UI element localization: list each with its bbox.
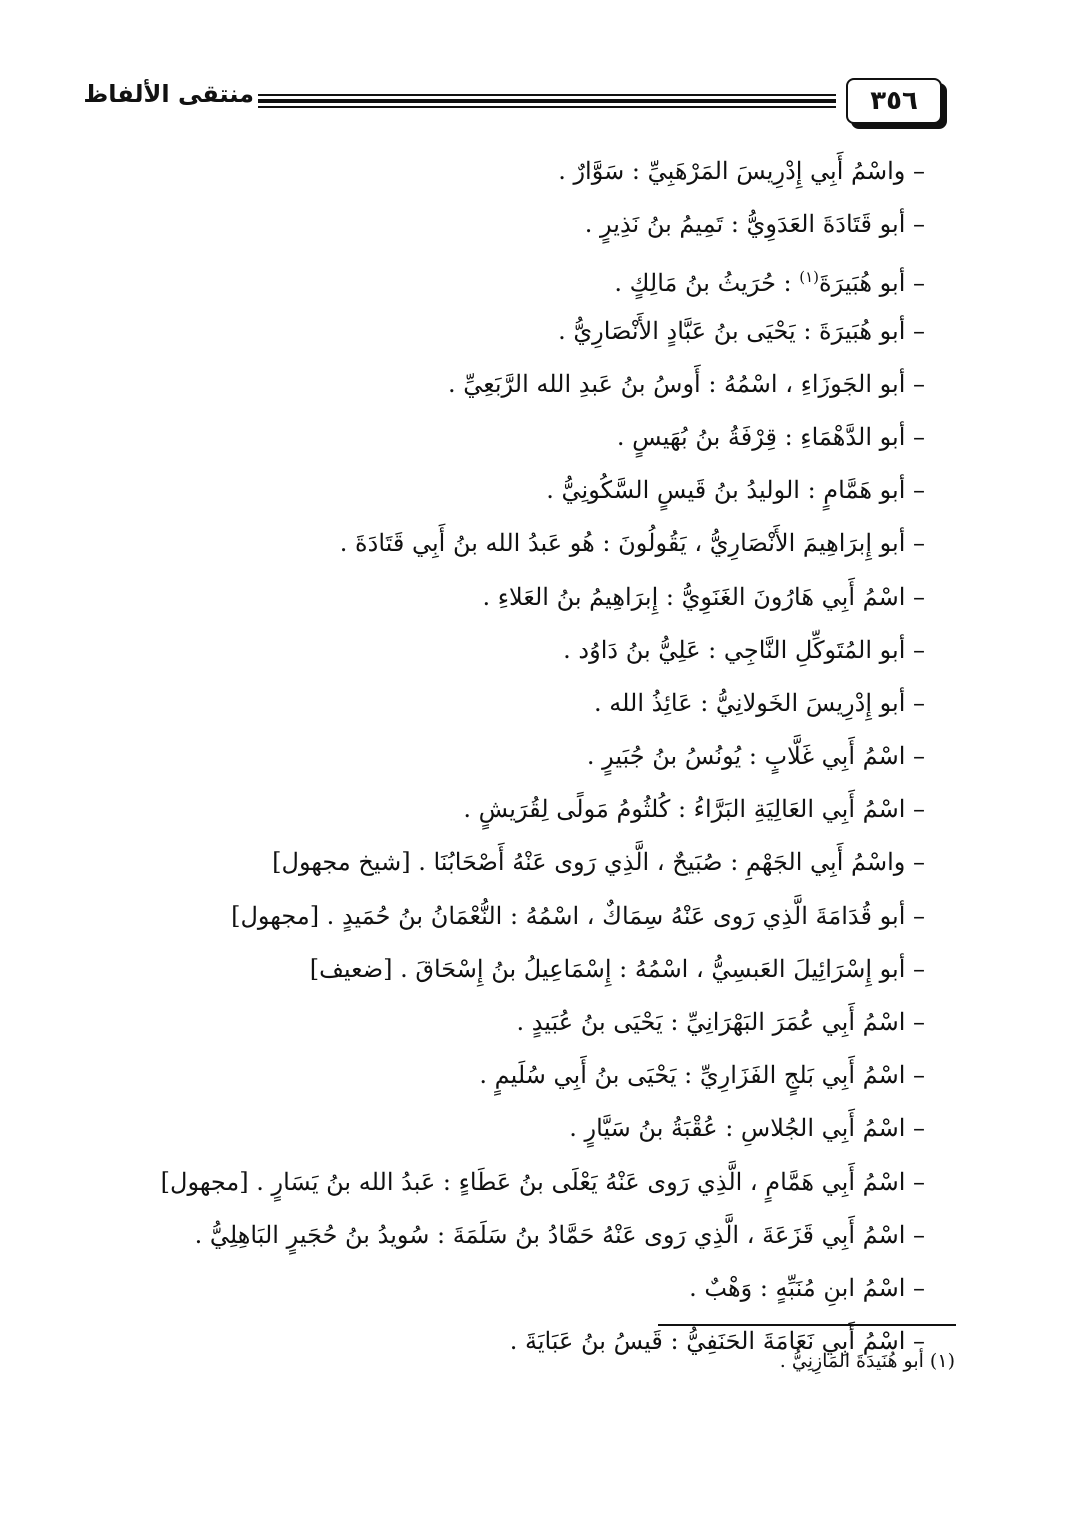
- text-line: – أبو الجَوزَاءِ ، اسْمُهُ : أَوسُ بنُ عَبدِ الله الرَّبَعِيِّ .: [448, 369, 925, 398]
- text-line: – أبو إِدْرِيسَ الخَولانِيُّ : عَائِذُ الله .: [593, 688, 925, 717]
- page-header: [0, 70, 1075, 140]
- text-line: – اسْمُ أَبِي عُمَرَ البَهْرَانِيِّ : يَحْيَى بنُ عُبَيدٍ .: [516, 1008, 925, 1036]
- text-line: – اسْمُ أَبِي بَلجٍ الفَزَارِيِّ : يَحْيَى بنُ أَبِي سُلَيمٍ .: [479, 1061, 925, 1090]
- text-line: – اسْمُ أَبِي نَعَامَةَ الحَنَفِيُّ : قَيسُ بنُ عَبَايَةَ .: [509, 1327, 925, 1356]
- header-rule: [258, 106, 836, 108]
- text-line: – اسْمُ أَبِي الجُلاسِ : عُقْبَةُ بنُ سَيَّارٍ .: [569, 1114, 925, 1143]
- line-text-end: : حُرَيثُ بنُ مَالِكٍ .: [614, 269, 800, 298]
- text-line: – أبو هُبَيرَةَ : يَحْيَى بنُ عَبَّادٍ الأَنْصَارِيُّ .: [558, 316, 925, 345]
- text-line: – واسْمُ أَبِي إِدْرِيسَ المَرْهَبِيِّ : سَوَّارٌ .: [558, 157, 925, 185]
- text-line: – اسْمُ ابنِ مُنَبِّهٍ : وَهْبٌ .: [689, 1273, 925, 1302]
- footnote-marker: (١): [799, 268, 820, 287]
- header-rule: [258, 94, 836, 96]
- text-line: – أبو الدَّهْمَاءِ : قِرْفَةُ بنُ بُهَيسٍ .: [616, 422, 925, 451]
- line-text-start: – أبو هُبَيرَةَ: [819, 269, 925, 298]
- text-line: – واسْمُ أَبِي الجَهْمِ : صُبَيحٌ ، الَّذِي رَوى عَنْهُ أَصْحَابُنَا . [شيخ مجهول]: [272, 848, 925, 877]
- book-title: منتقى الألفاظ: [83, 80, 254, 108]
- text-line: – اسْمُ أَبِي قَزَعَةَ ، الَّذِي رَوى عَنْهُ حَمَّادُ بنُ سَلَمَةَ : سُويدُ بنُ حُجَيرٍ البَاهِلِيُّ .: [194, 1220, 925, 1249]
- text-line: – اسْمُ أَبِي غَلَّابٍ : يُونُسُ بنُ جُبَيرٍ .: [586, 742, 925, 771]
- text-line: – اسْمُ أَبِي العَالِيَةِ البَرَّاءُ : كُلثُومُ مَولًى لِقُرَيشٍ .: [463, 795, 925, 824]
- text-line: – أبو إِسْرَائِيلَ العَبسِيُّ ، اسْمُهُ : إِسْمَاعِيلُ بنُ إِسْحَاقَ . [ضعيف]: [309, 954, 925, 983]
- page-number: ٣٥٦: [846, 78, 942, 124]
- footnote: (١) أبو هُنَيدَةَ المَازِنِيُّ .: [779, 1350, 955, 1372]
- footnote-separator: [658, 1324, 956, 1326]
- text-line: – أبو هَمَّامٍ : الوليدُ بنُ قَيسٍ السَّكُونِيُّ .: [546, 476, 925, 505]
- text-line: – اسْمُ أَبِي هَمَّامٍ ، الَّذِي رَوى عَنْهُ يَعْلَى بنُ عَطَاءٍ : عَبدُ الله بنُ يَسَارٍ . [مجهول]: [160, 1167, 925, 1196]
- text-line-with-footnote: [130, 251, 925, 304]
- text-line: – أبو المُتَوكِّلِ النَّاجِي : عَلِيُّ بنُ دَاوُد .: [563, 635, 925, 664]
- text-line: – اسْمُ أَبِي هَارُونَ الغَنَوِيُّ : إِبرَاهِيمُ بنُ العَلاءِ .: [482, 582, 925, 611]
- header-rule: [258, 99, 836, 103]
- text-line: – أبو إِبرَاهِيمَ الأَنْصَارِيُّ ، يَقُولُونَ : هُو عَبدُ الله بنُ أَبِي قَتَادَةَ .: [339, 529, 925, 558]
- text-line: – أبو قَتَادَةَ العَدَوِيُّ : تَمِيمُ بنُ نَذِيرٍ .: [584, 210, 925, 239]
- main-text: [130, 145, 925, 1368]
- text-line: – أبو قُدَامَةَ الَّذِي رَوى عَنْهُ سِمَاكٌ ، اسْمُهُ : النُّعْمَانُ بنُ حُمَيدٍ . [مجهول]: [231, 901, 925, 930]
